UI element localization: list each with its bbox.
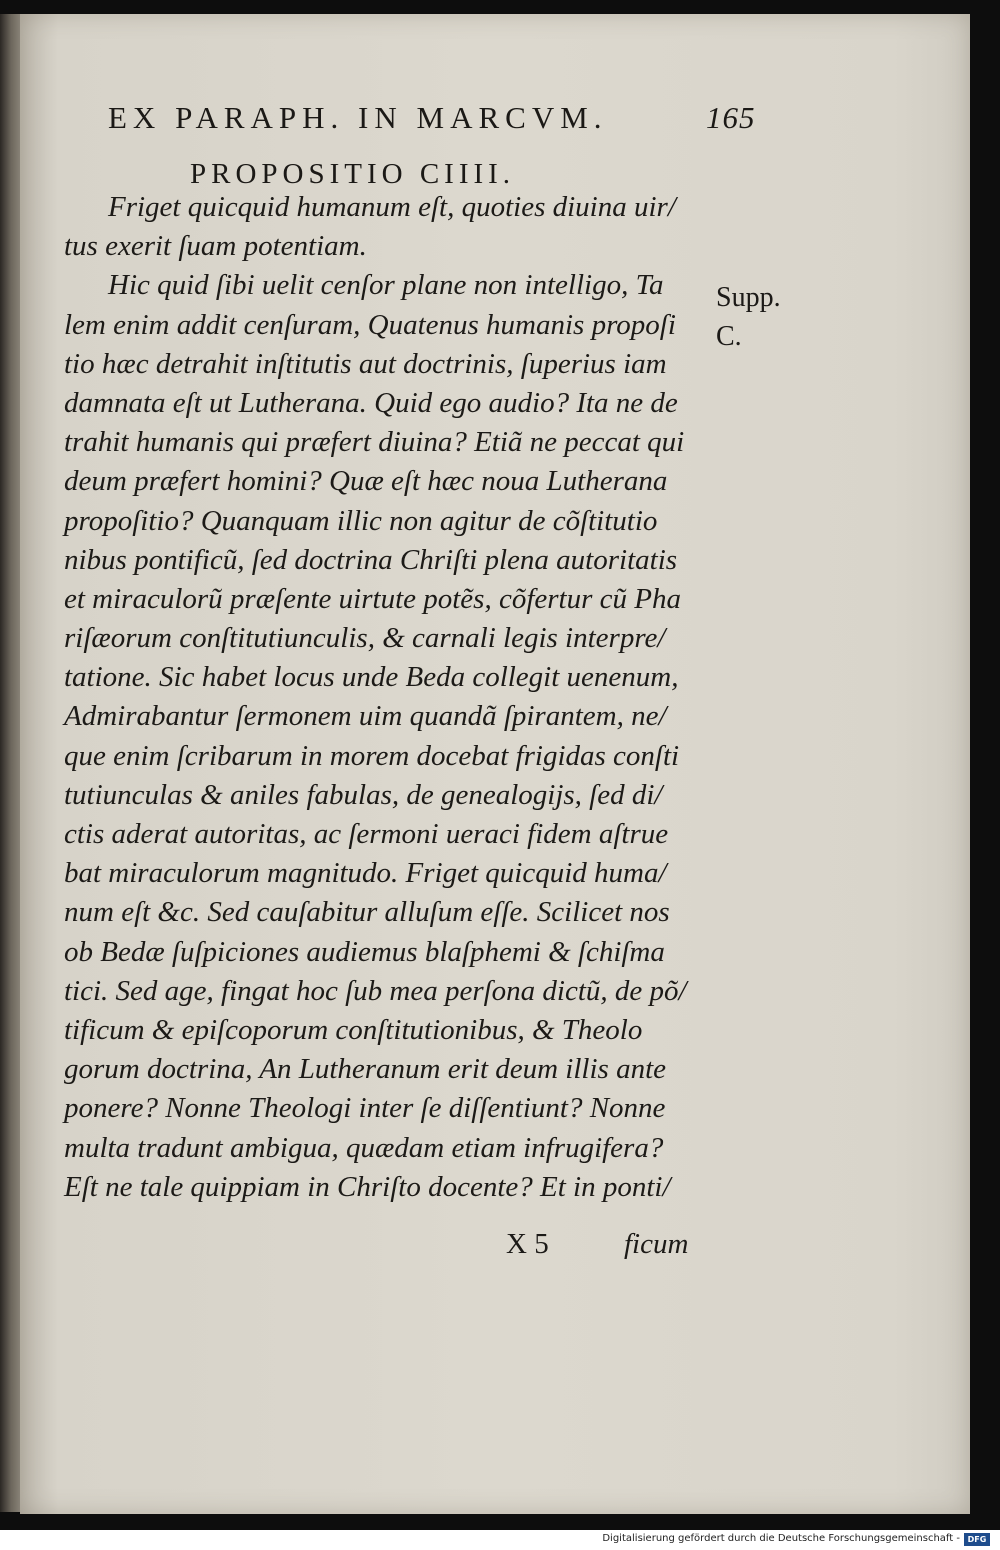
margin-note: C. <box>716 321 742 352</box>
text-line: ctis aderat autoritas, ac ſermoni ueraci fidem aſtrue <box>64 818 669 850</box>
page-number: 165 <box>706 100 756 135</box>
text-line: bat miraculorum magnitudo. Friget quicquid huma/ <box>64 857 667 890</box>
running-head <box>108 100 768 136</box>
text-line: tutiunculas & aniles fabulas, de genealogijs, ſed di/ <box>64 778 663 811</box>
text-line: Hic quid ſibi uelit cenſor plane non intelligo, Ta <box>108 269 664 302</box>
text-line: ponere? Nonne Theologi inter ſe diſſentiunt? Nonne <box>64 1092 666 1125</box>
text-line: trahit humanis qui præfert diuina? Etiã ne peccat qui <box>64 426 685 459</box>
text-line: multa tradunt ambigua, quædam etiam infrugifera? <box>64 1131 664 1164</box>
text-line: tus exerit ſuam potentiam. <box>64 230 367 263</box>
text-line: num eſt &c. Sed cauſabitur alluſum eſſe. Scilicet nos <box>64 896 670 929</box>
proposition-heading: PROPOSITIO CIIII. <box>190 158 516 190</box>
text-line: Admirabantur ſermonem uim quandã ſpirantem, ne/ <box>64 700 667 733</box>
text-line: lem enim addit cenſuram, Quatenus humanis propoſi <box>64 308 676 341</box>
text-line: deum præfert homini? Quæ eſt hæc noua Lutherana <box>64 465 668 498</box>
page-binding-edge <box>0 14 22 1512</box>
text-line: tatione. Sic habet locus unde Beda collegit uenenum, <box>64 661 679 694</box>
text-line: Eſt ne tale quippiam in Chriſto docente? Et in ponti/ <box>64 1170 671 1203</box>
text-line: ob Bedæ ſuſpiciones audiemus blaſphemi & ſchiſma <box>64 935 665 968</box>
text-line: gorum doctrina, An Lutheranum erit deum illis ante <box>64 1053 667 1086</box>
text-line: propoſitio? Quanquam illic non agitur de cõſtitutio <box>64 504 658 537</box>
text-line: tificum & epiſcoporum conſtitutionibus, & Theolo <box>64 1013 643 1046</box>
signature-mark: X 5 <box>506 1228 549 1260</box>
text-line: tio hæc detrahit inſtitutis aut doctrinis, ſuperius iam <box>64 347 667 380</box>
dfg-logo: DFG <box>964 1533 990 1546</box>
footer-bar <box>0 1530 1000 1550</box>
text-line: que enim ſcribarum in morem docebat frigidas conſti <box>64 739 680 772</box>
running-head-title: EX PARAPH. IN MARCVM. <box>108 100 608 135</box>
text-line: damnata eſt ut Lutherana. Quid ego audio? Ita ne de <box>64 386 678 419</box>
text-line: nibus pontificũ, ſed doctrina Chriſti plena autoritatis <box>64 543 678 576</box>
catchword: ficum <box>624 1228 689 1260</box>
text-line: et miraculorũ præſente uirtute potẽs, cõfertur cũ Pha <box>64 582 681 615</box>
funding-credit: Digitalisierung gefördert durch die Deutsche Forschungsgemeinschaft - <box>602 1533 960 1544</box>
margin-note: Supp. <box>716 282 781 313</box>
text-line: riſæorum conſtitutiunculis, & carnali legis interpre/ <box>64 622 666 655</box>
text-line: Friget quicquid humanum eſt, quoties diuina uir/ <box>108 191 676 223</box>
text-line: tici. Sed age, fingat hoc ſub mea perſona dictũ, de põ/ <box>64 974 687 1007</box>
body-text <box>64 188 724 1207</box>
